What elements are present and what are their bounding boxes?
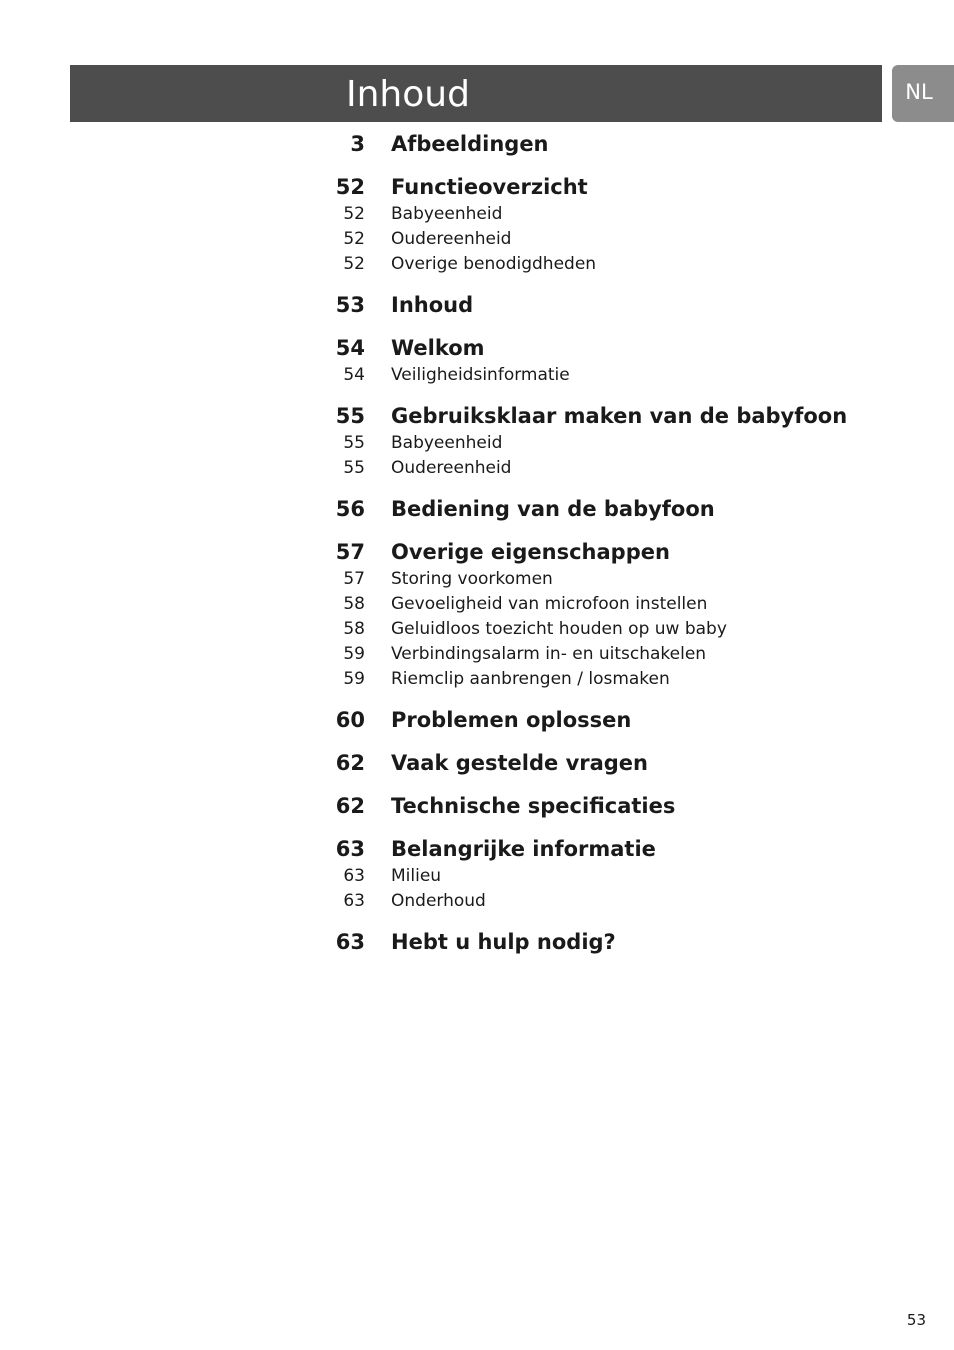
toc-sub-item[interactable] bbox=[320, 889, 940, 914]
toc-entry bbox=[320, 172, 940, 277]
toc-main-item[interactable] bbox=[320, 791, 940, 821]
toc-main-item[interactable] bbox=[320, 129, 940, 159]
toc-title: Inhoud bbox=[391, 293, 474, 317]
toc-page-number: 54 bbox=[335, 336, 365, 360]
toc-page-number: 62 bbox=[335, 751, 365, 775]
toc-title: Functieoverzicht bbox=[391, 175, 588, 199]
toc-sub-item[interactable] bbox=[320, 617, 940, 642]
table-of-contents bbox=[320, 129, 940, 957]
toc-title: Gebruiksklaar maken van de babyfoon bbox=[391, 404, 848, 428]
page-title: Inhoud bbox=[346, 74, 470, 115]
toc-sub-page-number: 59 bbox=[343, 669, 365, 689]
toc-sub-title: Veiligheidsinformatie bbox=[391, 365, 570, 385]
toc-title: Overige eigenschappen bbox=[391, 540, 670, 564]
toc-sub-item[interactable] bbox=[320, 592, 940, 617]
toc-entry bbox=[320, 748, 940, 778]
language-tab bbox=[892, 65, 954, 122]
toc-sub-page-number: 58 bbox=[343, 619, 365, 639]
toc-entry bbox=[320, 494, 940, 524]
toc-sub-title: Oudereenheid bbox=[391, 229, 512, 249]
toc-main-item[interactable] bbox=[320, 401, 940, 431]
toc-main-item[interactable] bbox=[320, 748, 940, 778]
toc-sub-page-number: 52 bbox=[343, 229, 365, 249]
toc-sub-title: Babyeenheid bbox=[391, 204, 503, 224]
toc-sub-page-number: 59 bbox=[343, 644, 365, 664]
toc-main-item[interactable] bbox=[320, 927, 940, 957]
toc-title: Hebt u hulp nodig? bbox=[391, 930, 616, 954]
toc-page-number: 63 bbox=[335, 930, 365, 954]
toc-sub-item[interactable] bbox=[320, 642, 940, 667]
toc-sub-title: Geluidloos toezicht houden op uw baby bbox=[391, 619, 727, 639]
toc-sub-page-number: 52 bbox=[343, 254, 365, 274]
toc-page-number: 56 bbox=[335, 497, 365, 521]
toc-sub-item[interactable] bbox=[320, 202, 940, 227]
toc-page-number: 55 bbox=[335, 404, 365, 428]
toc-sub-title: Verbindingsalarm in- en uitschakelen bbox=[391, 644, 707, 664]
toc-sub-title: Gevoeligheid van microfoon instellen bbox=[391, 594, 708, 614]
page-number: 53 bbox=[906, 1311, 926, 1329]
toc-entry bbox=[320, 333, 940, 388]
toc-main-item[interactable] bbox=[320, 705, 940, 735]
toc-sub-item[interactable] bbox=[320, 252, 940, 277]
language-tab-label: NL bbox=[905, 80, 933, 104]
toc-page-number: 63 bbox=[335, 837, 365, 861]
toc-title: Afbeeldingen bbox=[391, 132, 549, 156]
toc-page-number: 53 bbox=[335, 293, 365, 317]
toc-entry bbox=[320, 290, 940, 320]
toc-sub-page-number: 63 bbox=[343, 891, 365, 911]
toc-sub-item[interactable] bbox=[320, 431, 940, 456]
toc-entry bbox=[320, 791, 940, 821]
toc-page-number: 52 bbox=[335, 175, 365, 199]
toc-entry bbox=[320, 401, 940, 481]
toc-sub-title: Onderhoud bbox=[391, 891, 486, 911]
toc-title: Technische specificaties bbox=[391, 794, 676, 818]
toc-title: Vaak gestelde vragen bbox=[391, 751, 649, 775]
toc-page-number: 62 bbox=[335, 794, 365, 818]
toc-sub-item[interactable] bbox=[320, 864, 940, 889]
toc-sub-item[interactable] bbox=[320, 567, 940, 592]
toc-title: Welkom bbox=[391, 336, 485, 360]
toc-sub-page-number: 58 bbox=[343, 594, 365, 614]
toc-sub-title: Milieu bbox=[391, 866, 442, 886]
toc-sub-page-number: 54 bbox=[343, 365, 365, 385]
toc-entry bbox=[320, 705, 940, 735]
toc-main-item[interactable] bbox=[320, 834, 940, 864]
toc-main-item[interactable] bbox=[320, 172, 940, 202]
toc-sub-item[interactable] bbox=[320, 456, 940, 481]
toc-title: Belangrijke informatie bbox=[391, 837, 656, 861]
toc-entry bbox=[320, 537, 940, 692]
title-bar bbox=[70, 65, 882, 122]
toc-page-number: 57 bbox=[335, 540, 365, 564]
toc-sub-page-number: 57 bbox=[343, 569, 365, 589]
toc-page-number: 3 bbox=[350, 132, 365, 156]
toc-page-number: 60 bbox=[335, 708, 365, 732]
toc-sub-title: Babyeenheid bbox=[391, 433, 503, 453]
toc-main-item[interactable] bbox=[320, 333, 940, 363]
toc-entry bbox=[320, 834, 940, 914]
toc-sub-item[interactable] bbox=[320, 227, 940, 252]
toc-sub-page-number: 52 bbox=[343, 204, 365, 224]
toc-sub-page-number: 55 bbox=[343, 458, 365, 478]
toc-sub-title: Overige benodigdheden bbox=[391, 254, 597, 274]
toc-sub-page-number: 55 bbox=[343, 433, 365, 453]
toc-sub-title: Riemclip aanbrengen / losmaken bbox=[391, 669, 670, 689]
toc-main-item[interactable] bbox=[320, 494, 940, 524]
toc-sub-item[interactable] bbox=[320, 363, 940, 388]
toc-title: Problemen oplossen bbox=[391, 708, 632, 732]
toc-entry bbox=[320, 129, 940, 159]
toc-sub-page-number: 63 bbox=[343, 866, 365, 886]
toc-main-item[interactable] bbox=[320, 537, 940, 567]
toc-sub-title: Oudereenheid bbox=[391, 458, 512, 478]
toc-main-item[interactable] bbox=[320, 290, 940, 320]
toc-title: Bediening van de babyfoon bbox=[391, 497, 715, 521]
toc-sub-item[interactable] bbox=[320, 667, 940, 692]
toc-sub-title: Storing voorkomen bbox=[391, 569, 553, 589]
toc-entry bbox=[320, 927, 940, 957]
